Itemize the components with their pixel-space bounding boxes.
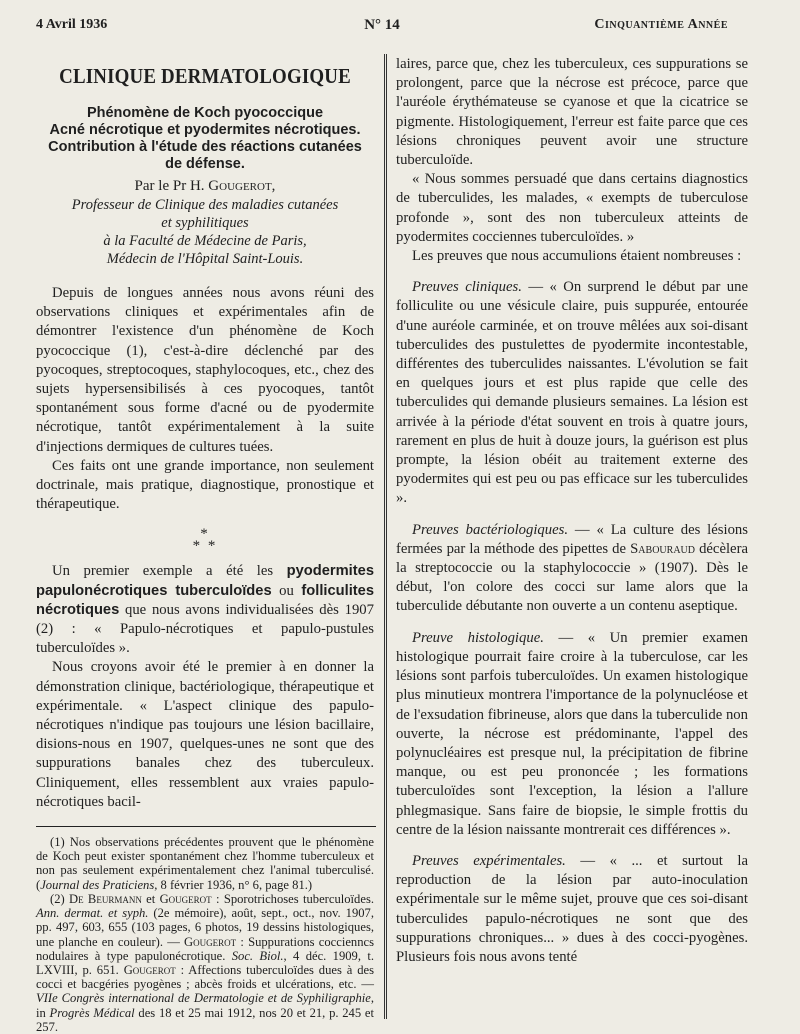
volume-year: Cinquantième Année (594, 17, 728, 32)
author-ref: Gougerot (123, 962, 176, 977)
issue-date: 4 Avril 1936 (36, 17, 108, 32)
text-run: et (141, 891, 160, 906)
journal-title: Soc. Biol. (231, 948, 284, 963)
text-run: : Sporotrichoses tuberculoïdes. (211, 891, 374, 906)
paragraph-proofs-intro: Les preuves que nous accumulions étaient nombreuses : (412, 248, 742, 265)
subtitle-line: Acné nécrotique et pyodermites nécrotiques. (49, 122, 361, 138)
author-ref: De Beurmann (69, 891, 142, 906)
author-ref: Gougerot (159, 891, 212, 906)
text-run: (2e mémoire), août, sept., oct., nov. 1907, pp. 497, 603, 655 (103 pages, 6 photos, 19 dessins histologiques, une planche en couleur). — (36, 906, 374, 949)
paragraph-persuaded: « Nous sommes persuadé que dans certains diagnostics de tuberculides, les malades, « exempts de tuberculose profonde », sont des non tuberculeux atteints de pyodermites cocciennes tuberculoïdes. » (396, 171, 748, 245)
text-run: , in (36, 991, 374, 1020)
paragraph-clinical-proofs (396, 278, 748, 508)
text-run: — « ... et surtout la reproduction de la lésion par auto-inoculation expérimentale sur le même sujet, prouve que ces soi-disant tuberculides papulo-nécrotiques ne sont que des suppurations chroniques... » dues à des cocci-pyogènes. Plusieurs fois nous avons tenté (396, 852, 748, 965)
paragraph-demonstration: Nous croyons avoir été le premier à en donner la démonstration clinique, bactériologique, thérapeutique et expérimentale. « L'aspect clinique des papulo-nécrotiques n'indique pas toujours une lésion bacillaire, disions-nous en 1907, quelques-unes ne sont que des suppurations banales chez des tuberculeux. Cliniquement, elles ressemblent aux vraies papulo-nécrotiques bacil- (36, 659, 374, 810)
subtitle-line: Phénomène de Koch pyococcique (86, 105, 324, 121)
section-separator (36, 526, 374, 555)
text-run: décèlera la streptococcie ou la staphylococcie » (1907). Dès le début, l'on colore des cocci sur lame alors que la tuberculide débutante non ouverte a un contenu aseptique. (396, 540, 748, 615)
byline-prefix: Par le Pr H. (134, 178, 205, 194)
text-run: que nous avons individualisées dès 1907 (2) : « Papulo-nécrotiques et papulo-pustules tuberculoïdes ». (36, 601, 374, 657)
author-ref: Gougerot (184, 934, 237, 949)
paragraph-importance: Ces faits ont une grande importance, non seulement doctrinale, mais pratique, diagnostique, pronostique et thérapeutique. (36, 457, 374, 513)
paragraph-continuation: laires, parce que, chez les tuberculeux, ces suppurations se prolongent, parce que la nécrose est précoce, parce que l'auréole érythémateuse se cyanose et que la cicatrice se pigmente. Histologiquement, l'erreur est faite parce que ces lésions chroniques peuvent avoir une structure tuberculoïde. (396, 56, 748, 169)
text-run: — « Un premier examen histologique pourrait faire croire à la tuberculose, car les lésions sont parfois tuberculoïdes. Un examen histologique plus minutieux montrera l'importance de la polynucléose et de l'exsudation fibrineuse, alors que dans la tuberculide non ouverte, la nécrose est prédominante, l'appel des polynucléaires est presque nul, la précipitation de fibrine manque, ou est peu prononcée ; les formations tuberculoïdes sont l'exception, la lésion a l'allure phlegmasique. Sans faire de biopsie, le simple frottis du centre de la lésion naissante montrerait ces différences ». (396, 629, 748, 838)
text-run: — « La culture des lésions fermées par la méthode des pipettes de (396, 521, 748, 557)
article-subtitle (36, 105, 374, 173)
subtitle-line: de défense. (165, 156, 245, 172)
author-name: Gougerot, (208, 178, 276, 194)
proof-heading: Preuves expérimentales. (412, 852, 566, 869)
text-run: Un premier exemple a été les (52, 563, 287, 580)
text-run: (2) (50, 891, 70, 906)
footnote-rule (36, 826, 376, 827)
journal-title: Ann. dermat. et syph. (36, 906, 149, 921)
footnote-1 (36, 835, 374, 892)
proof-heading: Preuves bactériologiques. (412, 521, 569, 538)
term-folliculites: folliculites nécrotiques (36, 582, 375, 618)
issue-number: N° 14 (364, 17, 400, 33)
journal-title: Progrès Médical (49, 1005, 135, 1020)
paragraph-histological-proof (396, 629, 748, 840)
journal-title: VIIe Congrès international de Dermatologie et de Syphiligraphie (36, 991, 371, 1006)
text-run: des 18 et 25 mai 1912, nos 20 et 21, p. 245 et 257. (36, 1005, 374, 1034)
term-pyodermites: pyodermites papulonécrotiques tuberculoïdes (36, 563, 374, 599)
separator-star: * (200, 526, 210, 543)
paragraph-first-example (36, 562, 374, 658)
affiliation-line: Professeur de Clinique des maladies cutanées (71, 197, 339, 213)
text-run: (1) Nos observations précédentes prouvent que le phénomène de Koch peut exister spontanément chez l'homme tuberculeux et non pas seulement expérimentalement chez l'animal tuberculisé. ( (36, 835, 374, 892)
affiliation-line: et syphilitiques (161, 215, 249, 231)
text-run: , 8 février 1936, n° 6, page 81.) (154, 877, 313, 892)
paragraph-intro: Depuis de longues années nous avons réuni des observations cliniques et expérimentales afin de démontrer l'existence d'un phénomène de Koch pyococcique (1), c'est-à-dire déclenché par des pyocoques, streptocoques, staphylocoques, etc., chez des sujets hypersensibilisés à ces pyocoques, tantôt spontanément sous forme d'acné ou de pyodermite nécrotique, tantôt expérimentalement à la suite d'injections dermiques de cultures tuées. (36, 285, 374, 455)
author-ref: Sabouraud (630, 540, 695, 557)
subtitle-line: Contribution à l'étude des réactions cutanées (48, 139, 362, 155)
affiliation-line: Médecin de l'Hôpital Saint-Louis. (106, 251, 304, 267)
text-run: , 4 déc. 1909, t. LXVIII, p. 651. (36, 948, 374, 977)
proof-heading: Preuves cliniques. (412, 279, 522, 296)
byline (36, 177, 374, 196)
journal-title: Journal des Praticiens (40, 877, 155, 892)
footnote-2 (36, 892, 374, 1034)
left-column (36, 58, 374, 1034)
text-run: : Affections tuberculoïdes dues à des cocci et bacgéries pyogènes ; abcès froids et ulcérations, etc. — (36, 962, 374, 992)
affiliation-line: à la Faculté de Médecine de Paris, (103, 233, 307, 249)
text-run: — « On surprend le début par une folliculite ou une vésicule claire, puis suppurée, entourée d'une auréole carminée, et on trouve mêlées aux soi-disant tuberculides des pustulettes de pyodermite incontestable, différentes des tuberculides naissantes. L'évolution se fait en quelques jours et est plus rapide que celle des tuberculides qui demande plusieurs semaines. La lésion est arrivée à la période d'état souvent en trois à quatre jours, rarement en plus de huit à douze jours, la guérison est plus prompte, la lésion obéit au traitement externe des pyodermites qui est peu ou pas efficace sur les tuberculides ». (396, 279, 748, 507)
text-run: ou (271, 582, 302, 599)
paragraph-experimental-proofs (396, 852, 748, 967)
right-column (396, 55, 748, 967)
column-divider (384, 54, 387, 1019)
page-header (36, 17, 728, 39)
author-affiliation (36, 196, 374, 268)
text-run: : Suppurations coccienncs nodulaires à type papulonécrotique. (36, 934, 374, 963)
proof-heading: Preuve histologique. (412, 629, 544, 646)
separator-stars: * * (192, 538, 218, 555)
section-title: CLINIQUE DERMATOLOGIQUE (59, 64, 351, 88)
paragraph-bacteriological-proofs (396, 521, 748, 617)
